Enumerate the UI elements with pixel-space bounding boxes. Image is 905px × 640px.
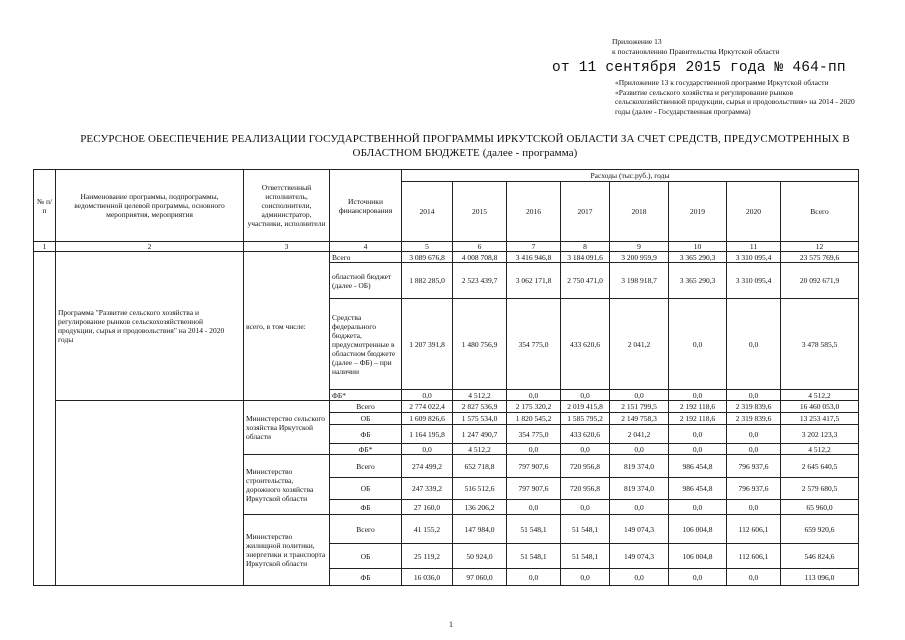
column-number: 5 — [402, 242, 453, 252]
value-cell: 1 585 795,2 — [561, 413, 610, 425]
value-cell: 0,0 — [727, 500, 781, 515]
value-cell: 3 202 123,3 — [781, 425, 859, 444]
value-cell: 106 004,8 — [669, 544, 727, 569]
value-cell: 0,0 — [507, 569, 561, 586]
source-cell: Всего — [330, 455, 402, 478]
value-cell: 3 478 585,5 — [781, 299, 859, 390]
source-cell: Средства федерального бюджета, предусмотренные в областном бюджете (далее – ФБ) – при наличии — [330, 299, 402, 390]
value-cell: 0,0 — [727, 569, 781, 586]
value-cell: 2 774 022,4 — [402, 401, 453, 413]
value-cell: 0,0 — [669, 569, 727, 586]
value-cell: 4 512,2 — [781, 390, 859, 401]
program-name: Программа "Развитие сельского хозяйства и регулирование рынков сельскохозяйственной продукции, сырья и продовольствия" на 2014 - 2020 годы — [56, 252, 244, 401]
value-cell: 27 160,0 — [402, 500, 453, 515]
value-cell: 51 548,1 — [507, 544, 561, 569]
source-cell: ОБ — [330, 544, 402, 569]
value-cell: 659 920,6 — [781, 515, 859, 544]
value-cell: 41 155,2 — [402, 515, 453, 544]
value-cell: 2 579 680,5 — [781, 478, 859, 500]
value-cell: 2 151 799,5 — [610, 401, 669, 413]
value-cell: 986 454,8 — [669, 455, 727, 478]
header-name: Наименование программы, подпрограммы, ведомственной целевой программы, основного мероприятия, мероприятия — [56, 170, 244, 242]
value-cell: 13 253 417,5 — [781, 413, 859, 425]
appendix-label: Приложение 13 — [612, 37, 662, 46]
value-cell: 1 164 195,8 — [402, 425, 453, 444]
column-number: 11 — [727, 242, 781, 252]
value-cell: 1 575 534,0 — [453, 413, 507, 425]
value-cell: 0,0 — [669, 299, 727, 390]
column-number: 10 — [669, 242, 727, 252]
column-number: 12 — [781, 242, 859, 252]
value-cell: 1 247 490,7 — [453, 425, 507, 444]
value-cell: 796 937,6 — [727, 455, 781, 478]
header-source: Источники финансирования — [330, 170, 402, 242]
value-cell: 0,0 — [507, 500, 561, 515]
value-cell: 797 907,6 — [507, 455, 561, 478]
header-year: 2015 — [453, 182, 507, 242]
value-cell: 3 310 095,4 — [727, 263, 781, 299]
column-number: 4 — [330, 242, 402, 252]
source-cell: ФБ — [330, 425, 402, 444]
value-cell: 2 827 536,9 — [453, 401, 507, 413]
value-cell: 0,0 — [610, 390, 669, 401]
page-number: 1 — [449, 620, 453, 629]
header-year: 2018 — [610, 182, 669, 242]
executor-cell: Министерство жилищной политики, энергетики и транспорта Иркутской области — [244, 515, 330, 586]
value-cell: 274 499,2 — [402, 455, 453, 478]
resource-table — [33, 169, 859, 586]
value-cell: 2 319 839,6 — [727, 413, 781, 425]
value-cell: 0,0 — [507, 390, 561, 401]
value-cell: 106 004,8 — [669, 515, 727, 544]
header-year: 2019 — [669, 182, 727, 242]
value-cell: 0,0 — [610, 569, 669, 586]
source-cell: ФБ* — [330, 444, 402, 455]
value-cell: 113 096,0 — [781, 569, 859, 586]
value-cell: 4 512,2 — [453, 390, 507, 401]
value-cell: 2 149 758,3 — [610, 413, 669, 425]
value-cell: 2 019 415,8 — [561, 401, 610, 413]
value-cell: 20 092 671,9 — [781, 263, 859, 299]
source-cell: ФБ — [330, 500, 402, 515]
value-cell: 354 775,0 — [507, 299, 561, 390]
value-cell: 0,0 — [561, 500, 610, 515]
value-cell: 433 620,6 — [561, 299, 610, 390]
source-cell: ФБ — [330, 569, 402, 586]
value-cell: 0,0 — [669, 425, 727, 444]
value-cell: 51 548,1 — [561, 515, 610, 544]
header-num: № п/п — [34, 170, 56, 242]
value-cell: 247 339,2 — [402, 478, 453, 500]
value-cell: 0,0 — [727, 390, 781, 401]
executor-cell: Министерство сельского хозяйства Иркутской области — [244, 401, 330, 455]
value-cell: 796 937,6 — [727, 478, 781, 500]
source-cell: ОБ — [330, 413, 402, 425]
value-cell: 720 956,8 — [561, 478, 610, 500]
value-cell: 97 060,0 — [453, 569, 507, 586]
annex-text: «Приложение 13 к государственной программе Иркутской области «Развитие сельского хозяйства и регулирование рынков сельскохозяйственной продукции, сырья и продовольствия» на 2014 - 2020 годы (далее - Государственная программа) — [615, 78, 855, 116]
value-cell: 3 184 091,6 — [561, 252, 610, 263]
source-cell: ОБ — [330, 478, 402, 500]
value-cell: 4 512,2 — [781, 444, 859, 455]
value-cell: 0,0 — [727, 444, 781, 455]
column-number: 6 — [453, 242, 507, 252]
resolution-label: к постановлению Правительства Иркутской области — [612, 46, 780, 56]
document-title: РЕСУРСНОЕ ОБЕСПЕЧЕНИЕ РЕАЛИЗАЦИИ ГОСУДАРСТВЕННОЙ ПРОГРАММЫ ИРКУТСКОЙ ОБЛАСТИ ЗА СЧЕТ СРЕДСТВ, ПРЕДУСМОТРЕННЫХ В ОБЛАСТНОМ БЮДЖЕТЕ (далее - программа) — [80, 133, 850, 159]
value-cell: 3 089 676,8 — [402, 252, 453, 263]
value-cell: 51 548,1 — [561, 544, 610, 569]
value-cell: 25 119,2 — [402, 544, 453, 569]
value-cell: 0,0 — [402, 444, 453, 455]
value-cell: 1 480 756,9 — [453, 299, 507, 390]
value-cell: 3 365 290,3 — [669, 252, 727, 263]
value-cell: 0,0 — [610, 500, 669, 515]
value-cell: 1 820 545,2 — [507, 413, 561, 425]
value-cell: 2 523 439,7 — [453, 263, 507, 299]
table-row — [34, 252, 859, 263]
value-cell: 0,0 — [610, 444, 669, 455]
value-cell: 2 192 118,6 — [669, 413, 727, 425]
header-executor: Ответственный исполнитель, соисполнители, администратор, участники, исполнители — [244, 170, 330, 242]
value-cell: 0,0 — [402, 390, 453, 401]
value-cell: 3 198 918,7 — [610, 263, 669, 299]
column-number: 9 — [610, 242, 669, 252]
value-cell: 3 365 290,3 — [669, 263, 727, 299]
value-cell: 136 206,2 — [453, 500, 507, 515]
value-cell: 1 609 826,6 — [402, 413, 453, 425]
value-cell: 0,0 — [669, 444, 727, 455]
executor-cell: Министерство строительства, дорожного хозяйства Иркутской области — [244, 455, 330, 515]
value-cell: 149 074,3 — [610, 544, 669, 569]
value-cell: 0,0 — [669, 390, 727, 401]
value-cell: 2 192 118,6 — [669, 401, 727, 413]
value-cell: 112 606,1 — [727, 515, 781, 544]
value-cell: 819 374,0 — [610, 455, 669, 478]
value-cell: 3 416 946,8 — [507, 252, 561, 263]
value-cell: 147 984,0 — [453, 515, 507, 544]
value-cell: 433 620,6 — [561, 425, 610, 444]
value-cell: 0,0 — [669, 500, 727, 515]
header-block — [612, 37, 892, 56]
value-cell: 2 645 640,5 — [781, 455, 859, 478]
column-number: 1 — [34, 242, 56, 252]
table-row — [34, 401, 859, 413]
value-cell: 65 960,0 — [781, 500, 859, 515]
value-cell: 986 454,8 — [669, 478, 727, 500]
value-cell: 2 750 471,0 — [561, 263, 610, 299]
column-number: 8 — [561, 242, 610, 252]
empty-name-cell — [56, 401, 244, 586]
decree-date: от 11 сентября 2015 года № 464-пп — [552, 60, 846, 76]
column-number: 2 — [56, 242, 244, 252]
source-cell: ФБ* — [330, 390, 402, 401]
value-cell: 516 512,6 — [453, 478, 507, 500]
header-year: 2016 — [507, 182, 561, 242]
header-year: 2017 — [561, 182, 610, 242]
value-cell: 3 310 095,4 — [727, 252, 781, 263]
source-cell: Всего — [330, 252, 402, 263]
value-cell: 2 041,2 — [610, 425, 669, 444]
value-cell: 4 008 708,8 — [453, 252, 507, 263]
column-number: 7 — [507, 242, 561, 252]
value-cell: 354 775,0 — [507, 425, 561, 444]
value-cell: 720 956,8 — [561, 455, 610, 478]
value-cell: 2 319 839,6 — [727, 401, 781, 413]
value-cell: 16 460 053,0 — [781, 401, 859, 413]
value-cell: 3 200 959,9 — [610, 252, 669, 263]
value-cell: 0,0 — [507, 444, 561, 455]
value-cell: 819 374,0 — [610, 478, 669, 500]
value-cell: 797 907,6 — [507, 478, 561, 500]
value-cell: 3 062 171,8 — [507, 263, 561, 299]
value-cell: 112 606,1 — [727, 544, 781, 569]
value-cell: 0,0 — [727, 425, 781, 444]
column-number: 3 — [244, 242, 330, 252]
header-year: 2020 — [727, 182, 781, 242]
value-cell: 0,0 — [561, 444, 610, 455]
value-cell: 0,0 — [727, 299, 781, 390]
value-cell: 0,0 — [561, 390, 610, 401]
value-cell: 2 041,2 — [610, 299, 669, 390]
value-cell: 51 548,1 — [507, 515, 561, 544]
value-cell: 652 718,8 — [453, 455, 507, 478]
source-cell: Всего — [330, 515, 402, 544]
value-cell: 1 207 391,8 — [402, 299, 453, 390]
value-cell: 4 512,2 — [453, 444, 507, 455]
header-year: Всего — [781, 182, 859, 242]
value-cell: 2 175 320,2 — [507, 401, 561, 413]
value-cell: 1 882 285,0 — [402, 263, 453, 299]
value-cell: 23 575 769,6 — [781, 252, 859, 263]
value-cell: 50 924,0 — [453, 544, 507, 569]
value-cell: 16 036,0 — [402, 569, 453, 586]
header-expenses: Расходы (тыс.руб.), годы — [402, 170, 859, 182]
executor-cell: всего, в том числе: — [244, 252, 330, 401]
source-cell: Всего — [330, 401, 402, 413]
header-year: 2014 — [402, 182, 453, 242]
row-number-cell — [34, 252, 56, 586]
value-cell: 0,0 — [561, 569, 610, 586]
value-cell: 149 074,3 — [610, 515, 669, 544]
value-cell: 546 824,6 — [781, 544, 859, 569]
source-cell: областной бюджет (далее - ОБ) — [330, 263, 402, 299]
